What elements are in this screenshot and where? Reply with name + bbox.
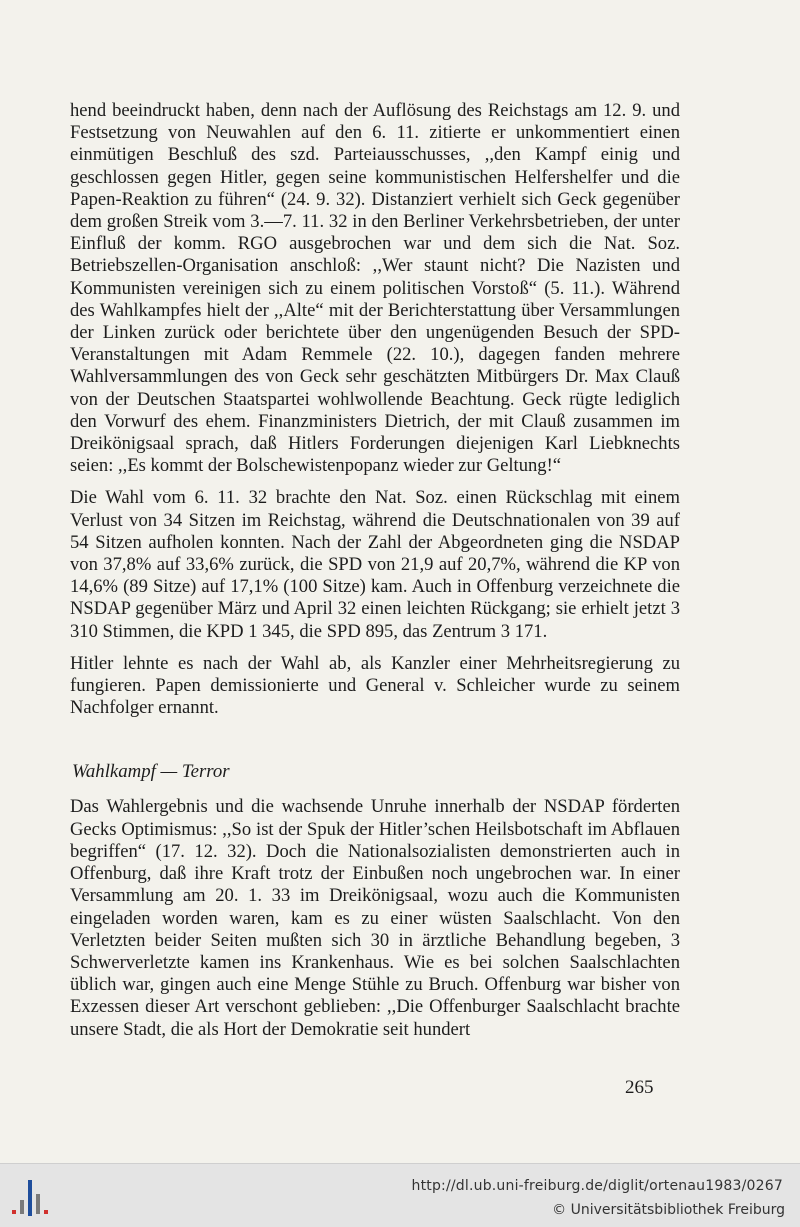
page-number: 265 <box>625 1077 654 1098</box>
paragraph: Die Wahl vom 6. 11. 32 brachte den Nat. Soz. einen Rückschlag mit einem Verlust von 34 Sitzen im Reichstag, während die Deutschnationalen von 39 auf 54 Sitzen aufholen konnten. Nach der Zahl der Abgeordneten ging die NSDAP von 37,8% auf 33,6% zurück, die SPD von 21,9 auf 20,7%, während die KP von 14,6% (89 Sitze) auf 17,1% (100 Sitze) kam. Auch in Offenburg verzeichnete die NSDAP gegenüber März und April 32 einen leichten Rückgang; sie erhielt jetzt 3 310 Stimmen, die KPD 1 345, die SPD 895, das Zentrum 3 171. <box>70 487 680 642</box>
section-heading: Wahlkampf — Terror <box>72 761 230 783</box>
paragraph: Das Wahlergebnis und die wachsende Unruhe innerhalb der NSDAP förderten Gecks Optimismus: ,,So ist der Spuk der Hitler’schen Heilsbotschaft im Abflauen begriffen“ (17. 12. 32). Doch die Nationalsozialisten demonstrierten auch in Offenburg, daß ihre Kraft trotz der Einbußen noch ungebrochen war. In einer Versammlung am 20. 1. 33 im Dreikönigsaal, wozu auch die Kommunisten eingeladen worden waren, kam es zu einer wüsten Saalschlacht. Von den Verletzten beider Seiten mußten sich 30 in ärztliche Behandlung begeben, 3 Schwerverletzte kamen ins Krankenhaus. Wie es bei solchen Saalschlachten üblich war, gingen auch eine Menge Stühle zu Bruch. Offenburg war bisher von Exzessen dieser Art verschont geblieben: ,,Die Offenburger Saalschlacht brachte unsere Stadt, die als Hort der Demokratie seit hundert <box>70 796 680 1040</box>
ub-freiburg-logo-icon[interactable] <box>12 1178 48 1218</box>
document-url-link[interactable]: http://dl.ub.uni-freiburg.de/diglit/ortenau1983/0267 <box>411 1178 783 1194</box>
viewer-footer <box>0 1163 800 1227</box>
copyright-notice: © Universitätsbibliothek Freiburg <box>552 1202 785 1218</box>
paragraph: Hitler lehnte es nach der Wahl ab, als Kanzler einer Mehrheitsregierung zu fungieren. Papen demissionierte und General v. Schleicher wurde zu seinem Nachfolger ernannt. <box>70 652 680 719</box>
paragraph: hend beeindruckt haben, denn nach der Auflösung des Reichstags am 12. 9. und Festsetzung von Neuwahlen auf den 6. 11. zitierte er unkommentiert einen einmütigen Beschluß des szd. Parteiausschusses, ,,den Kampf einig und geschlossen gegen Hitler, gegen seine kommunistischen Helfershelfer und die Papen-Reaktion zu führen“ (24. 9. 32). Distanziert verhielt sich Geck gegenüber dem großen Streik vom 3.—7. 11. 32 in den Berliner Verkehrsbetrieben, der unter Einfluß der komm. RGO ausgebrochen war und dem sich die Nat. Soz. Betriebszellen-Organisation anschloß: ,,Wer staunt nicht? Die Nazisten und Kommunisten vereinigen sich zu einem politischen Vorstoß“ (5. 11.). Während des Wahlkampfes hielt der ,,Alte“ mit der Berichterstattung über Versammlungen der Linken zurück oder berichtete über den ungenügenden Besuch der SPD-Veranstaltungen mit Adam Remmele (22. 10.), dagegen fanden mehrere Wahlversammlungen des von Geck sehr geschätzten Mitbürgers Dr. Max Clauß von der Deutschen Staatspartei wohlwollende Beachtung. Geck rügte lediglich den Vorwurf des ehem. Finanzministers Dietrich, der mit Clauß zusammen im Dreikönigsaal sprach, daß Hitlers Forderungen diejenigen Karl Liebknechts seien: ,,Es kommt der Bolschewistenpopanz wieder zur Geltung!“ <box>70 100 680 477</box>
document-body <box>70 100 680 1051</box>
